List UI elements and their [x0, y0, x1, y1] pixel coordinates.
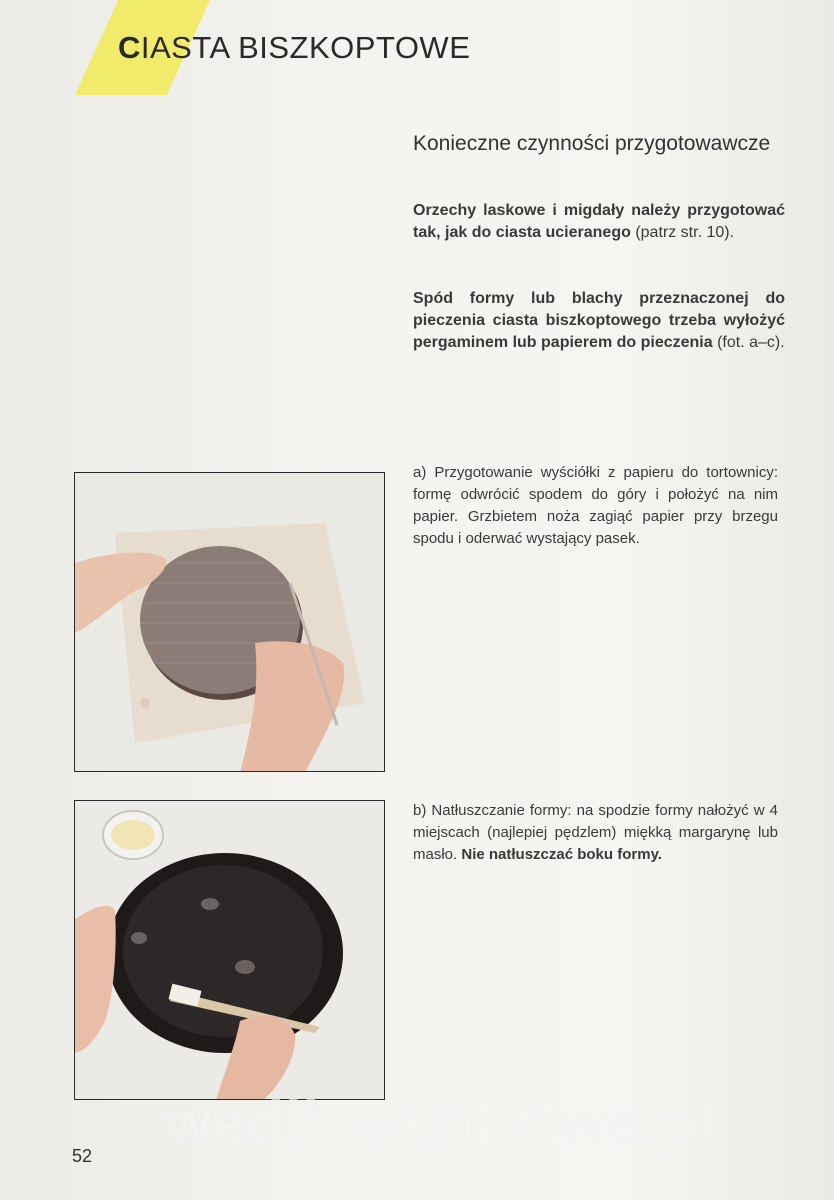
section-title: Konieczne czynności przygotowawcze — [413, 132, 771, 155]
chapter-title-rest: IASTA BISZKOPTOWE — [140, 30, 471, 65]
caption-b-text: b) Natłuszczanie formy: na spodzie formy nałożyć w 4 miejscach (najlepiej pędzlem) miękką margarynę lub masło. — [413, 802, 778, 863]
paragraph-nuts-text: Orzechy laskowe i migdały należy przygotować tak, jak do ciasta ucieranego — [413, 202, 785, 241]
watermark: wedlinydomowe.pl — [165, 1089, 715, 1156]
chapter-title-initial: C — [118, 30, 141, 65]
paragraph-lining-ref: (fot. a–c). — [717, 334, 785, 351]
caption-b-warning: Nie natłuszczać boku formy. — [461, 846, 662, 863]
paragraph-lining — [413, 288, 785, 354]
photo-a-paper-lining — [74, 472, 385, 772]
paragraph-nuts-ref: (patrz str. 10). — [635, 224, 735, 241]
caption-b — [413, 800, 778, 866]
paragraph-lining-text: Spód formy lub blachy przeznaczonej do pieczenia ciasta biszkoptowego trzeba wyłożyć pergaminem lub papierem do pieczenia — [413, 290, 785, 351]
photo-b-greasing-tin — [74, 800, 385, 1100]
paragraph-nuts — [413, 200, 785, 244]
page-number: 52 — [72, 1146, 93, 1166]
caption-a: a) Przygotowanie wyściółki z papieru do tortownicy: formę odwrócić spodem do góry i położyć na nim papier. Grzbietem noża zagiąć papier przy brzegu spodu i oderwać wystający pasek. — [413, 464, 778, 547]
chapter-title — [118, 30, 470, 66]
